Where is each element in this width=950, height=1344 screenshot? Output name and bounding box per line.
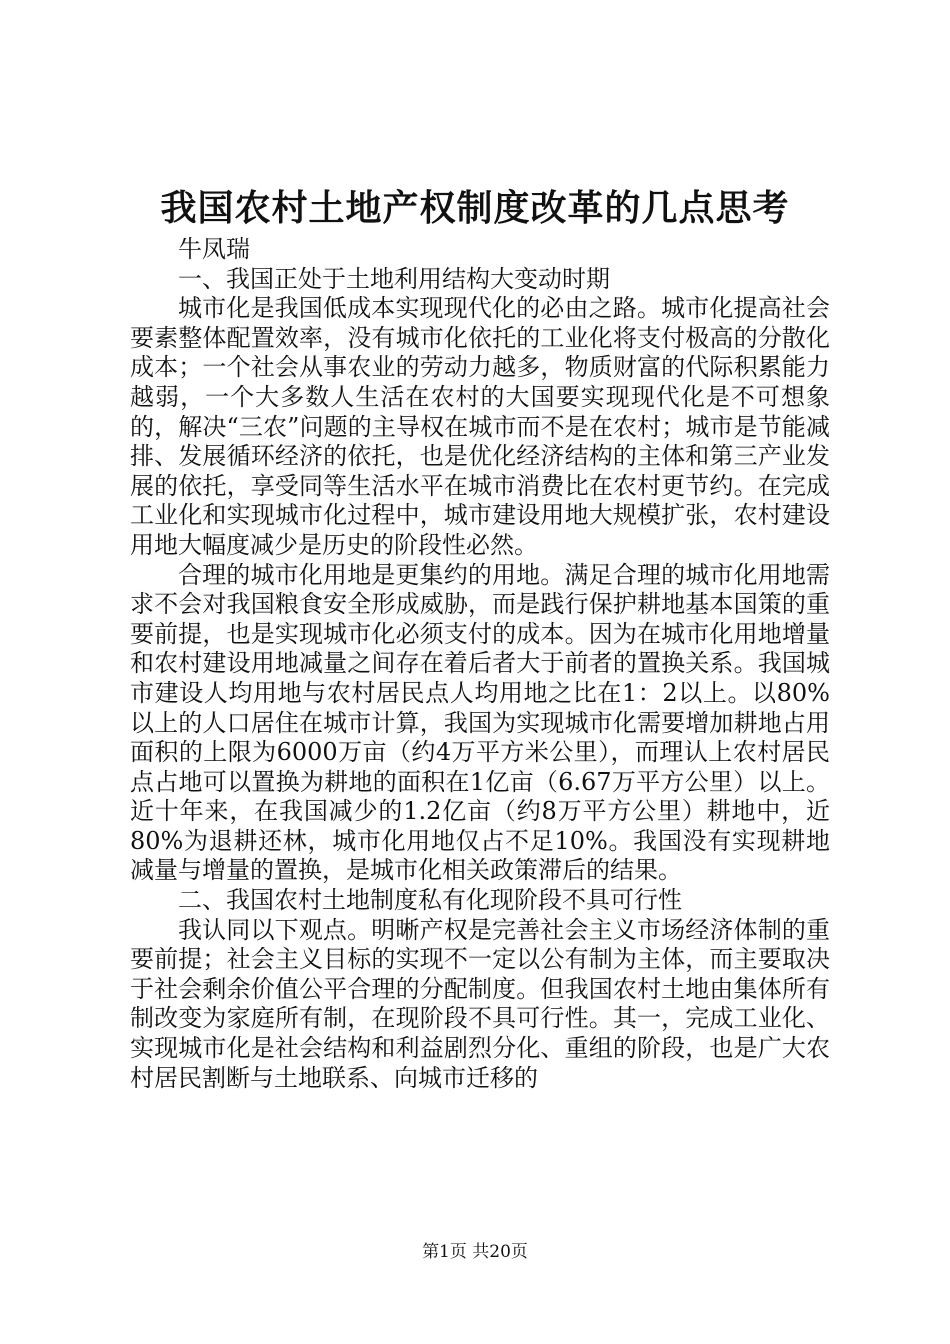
section-heading-1: 一、我国正处于土地利用结构大变动时期 [178,264,610,293]
page-number-label: 第1页 共20页 [422,1242,528,1262]
document-title: 我国农村土地产权制度改革的几点思考 [160,187,790,229]
paragraph-1: 城市化是我国低成本实现现代化的必由之路。城市化提高社会要素整体配置效率，没有城市化依托的工业化将支付极高的分散化成本；一个社会从事农业的劳动力越多，物质财富的代际积累能力越弱，一个大多数人生活在农村的大国要实现现代化是不可想象的，解决“三农”问题的主导权在城市而不是在农村；城市是节能减排、发展循环经济的依托，也是优化经济结构的主体和第三产业发展的依托，享受同等生活水平在城市消费比在农村更节约。在完成工业化和实现城市化过程中，城市建设用地大规模扩张，农村建设用地大幅度减少是历史的阶段性必然。 [130,294,830,559]
paragraph-3: 我认同以下观点。明晰产权是完善社会主义市场经济体制的重要前提；社会主义目标的实现不一定以公有制为主体，而主要取决于社会剩余价值公平合理的分配制度。但我国农村土地由集体所有制改变为家庭所有制，在现阶段不具可行性。其一，完成工业化、实现城市化是社会结构和利益剧烈分化、重组的阶段，也是广大农村居民割断与土地联系、向城市迁移的 [130,915,830,1092]
paragraph-2: 合理的城市化用地是更集约的用地。满足合理的城市化用地需求不会对我国粮食安全形成威胁，而是践行保护耕地基本国策的重要前提，也是实现城市化必须支付的成本。因为在城市化用地增量和农村建设用地减量之间存在着后者大于前者的置换关系。我国城市建设人均用地与农村居民点人均用地之比在1：2以上。以80%以上的人口居住在城市计算，我国为实现城市化需要增加耕地占用面积的上限为6000万亩（约4万平方米公里），而理认上农村居民点占地可以置换为耕地的面积在1亿亩（6.67万平方公里）以上。近十年来，在我国减少的1.2亿亩（约8万平方公里）耕地中，近80%为退耕还林，城市化用地仅占不足10%。我国没有实现耕地减量与增量的置换，是城市化相关政策滞后的结果。 [130,560,830,885]
document-body [130,235,830,1093]
author-name: 牛凤瑞 [178,235,250,263]
section-heading-2: 二、我国农村土地制度私有化现阶段不具可行性 [178,886,682,915]
page-footer [0,1240,950,1264]
